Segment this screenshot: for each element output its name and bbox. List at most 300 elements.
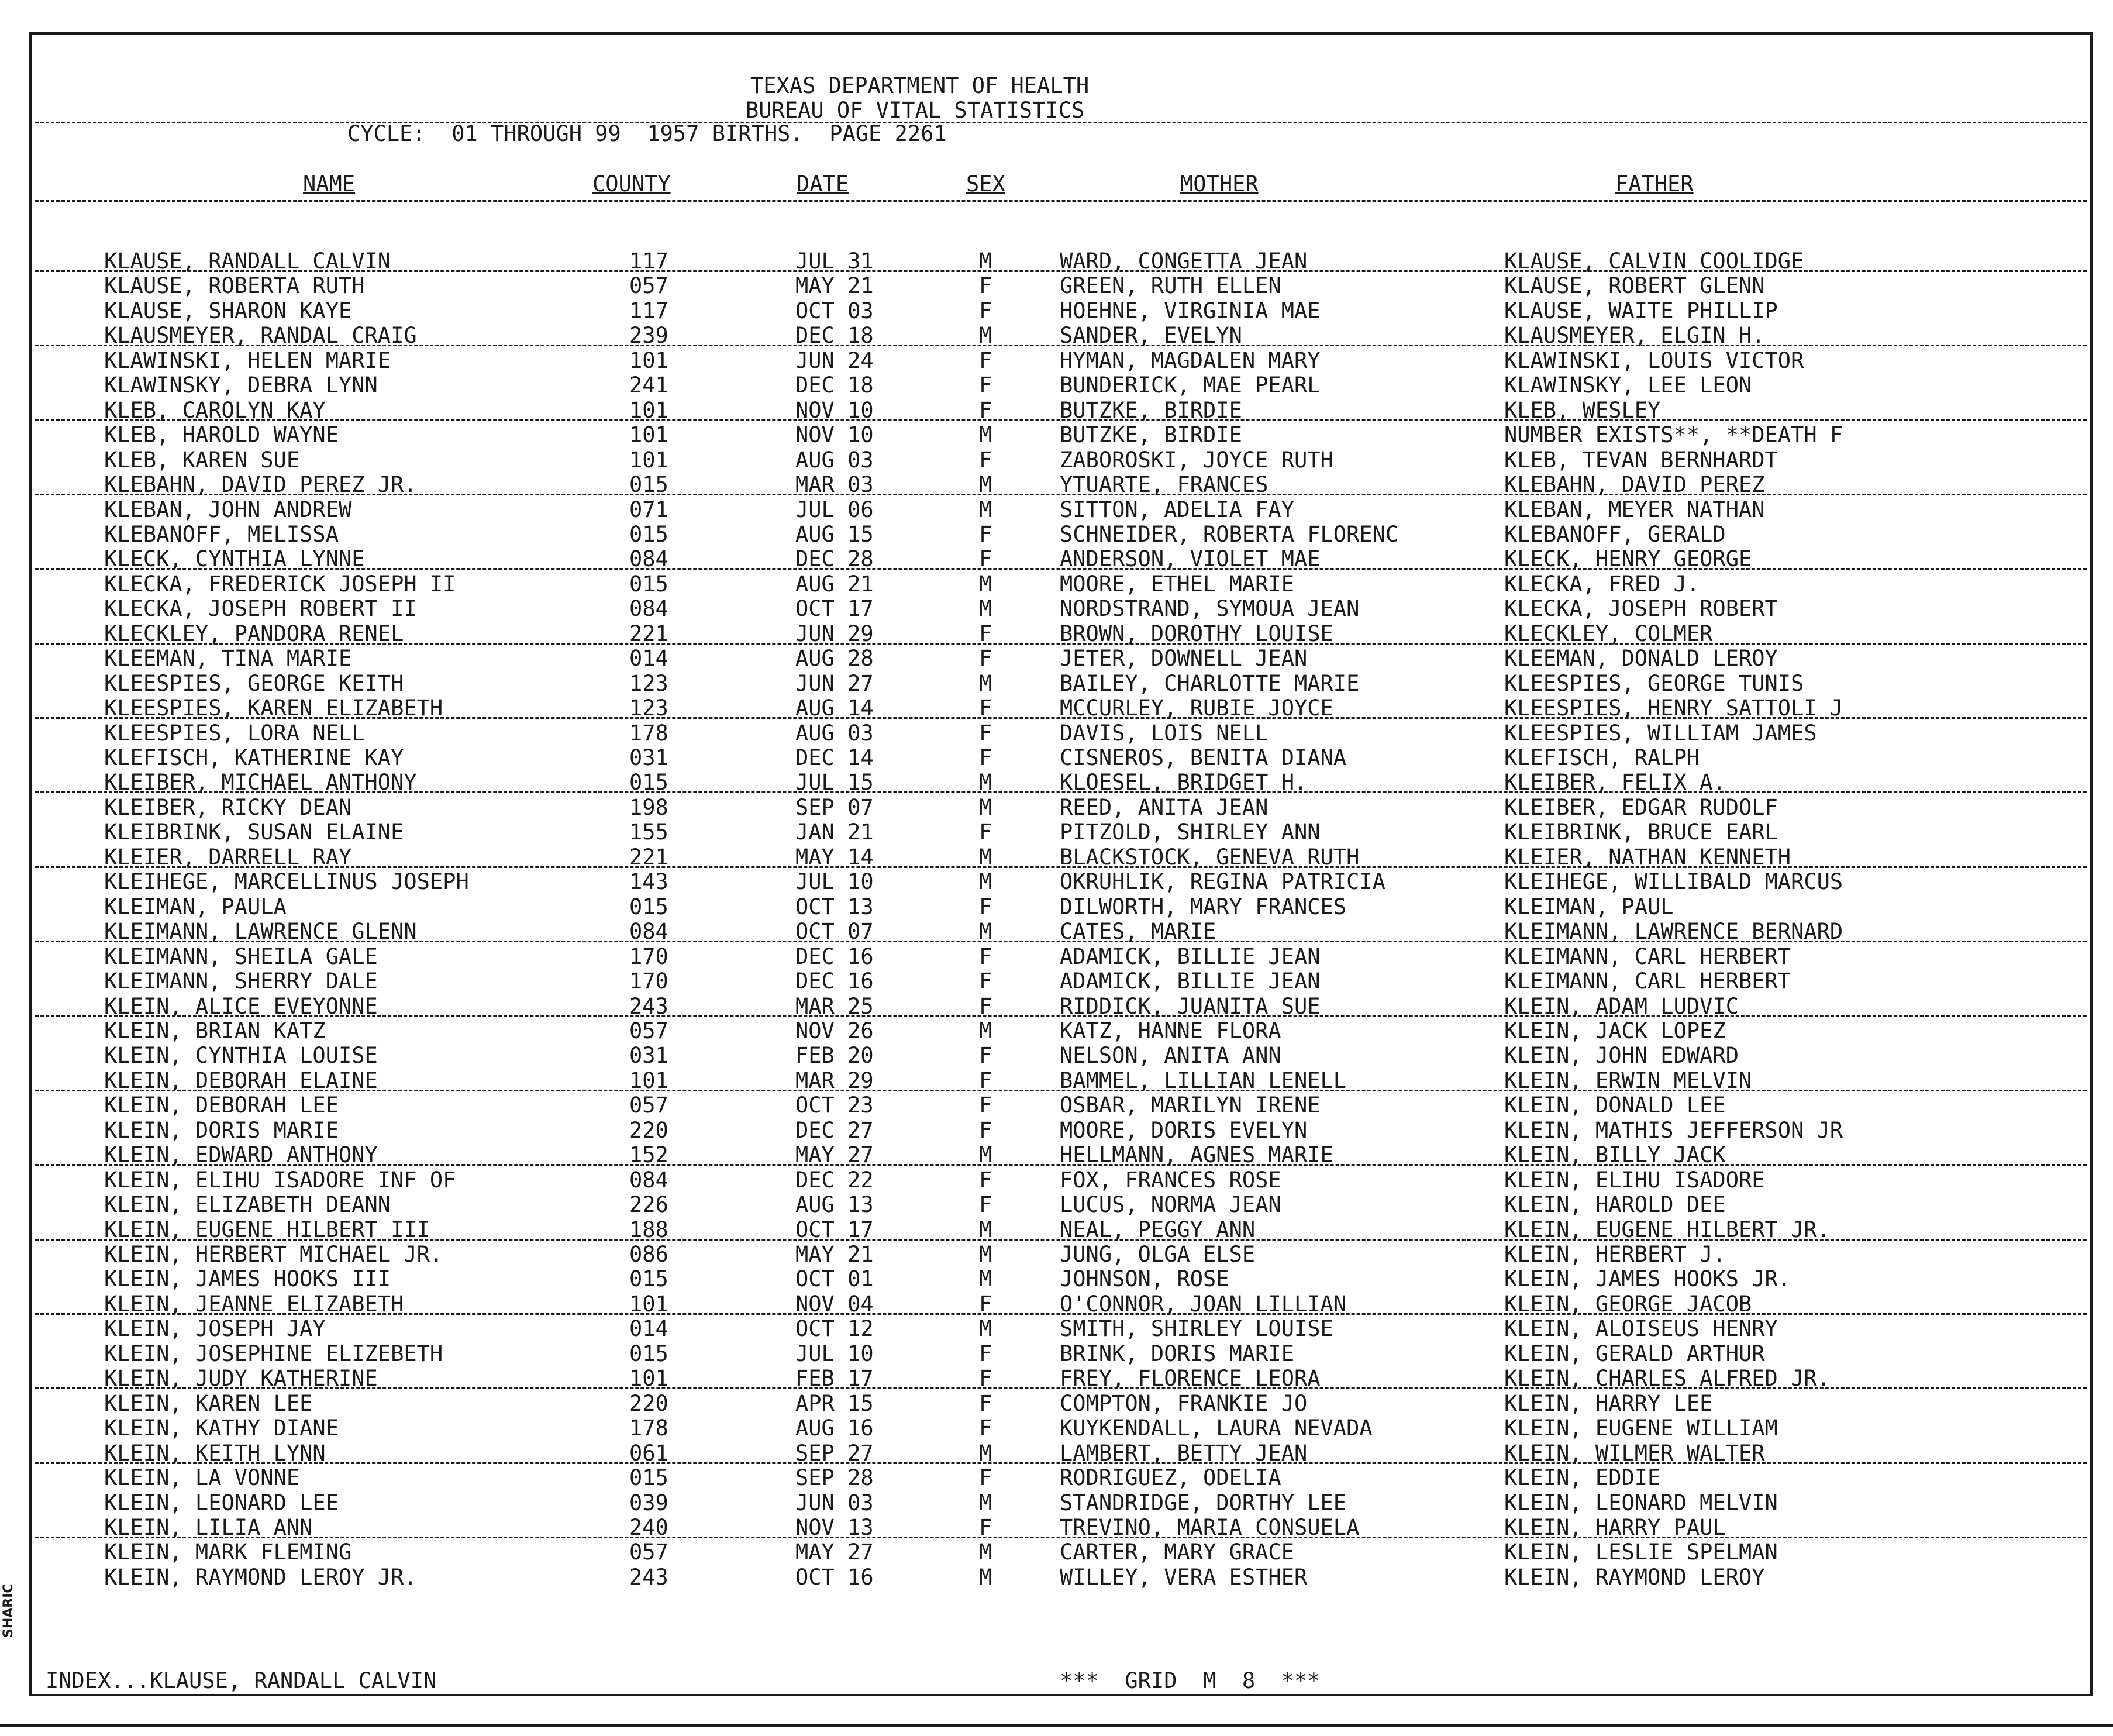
cell-county: 014 [629,646,668,671]
cell-sex: M [979,671,992,696]
cell-county: 243 [629,994,668,1019]
cell-date: JUL 10 [795,869,874,894]
cell-mother: SANDER, EVELYN [1060,323,1242,348]
cell-mother: KUYKENDALL, LAURA NEVADA [1060,1415,1373,1441]
cell-county: 057 [629,273,668,298]
cell-father: KLEIN, GERALD ARTHUR [1504,1341,1765,1366]
row-rule [35,1387,2087,1389]
cell-father: KLEIER, NATHAN KENNETH [1504,845,1791,870]
cell-date: MAY 27 [795,1539,874,1565]
cell-name: KLEIN, JOSEPH JAY [104,1316,326,1341]
cell-father: KLEESPIES, WILLIAM JAMES [1504,721,1817,746]
cell-father: KLEIN, EUGENE HILBERT JR. [1504,1217,1830,1242]
cell-father: KLAUSE, WAITE PHILLIP [1504,298,1778,323]
cell-mother: OKRUHLIK, REGINA PATRICIA [1060,869,1385,894]
cell-date: APR 15 [795,1391,874,1416]
cell-name: KLEIMAN, PAULA [104,894,287,919]
cell-name: KLEIN, DORIS MARIE [104,1118,339,1143]
cell-sex: M [979,845,992,870]
cell-mother: STANDRIDGE, DORTHY LEE [1060,1490,1347,1515]
cell-date: OCT 13 [795,894,874,919]
cell-county: 031 [629,1043,668,1068]
cell-sex: F [979,1415,992,1441]
cell-name: KLEIN, KATHY DIANE [104,1415,339,1441]
cell-mother: LAMBERT, BETTY JEAN [1060,1441,1308,1466]
cell-name: KLEEMAN, TINA MARIE [104,646,352,671]
cell-father: KLEBAN, MEYER NATHAN [1504,497,1765,522]
cell-date: JUL 06 [795,497,874,522]
cell-date: MAR 29 [795,1068,874,1093]
cell-sex: F [979,1118,992,1143]
cell-name: KLEIHEGE, MARCELLINUS JOSEPH [104,869,469,894]
cell-county: 015 [629,472,668,497]
cell-name: KLAUSE, SHARON KAYE [104,298,352,323]
cell-father: KLEESPIES, GEORGE TUNIS [1504,671,1804,696]
row-rule [35,1015,2087,1017]
cell-county: 226 [629,1192,668,1217]
row-rule [35,270,2087,272]
cell-name: KLEBANOFF, MELISSA [104,522,339,547]
cell-mother: FREY, FLORENCE LEORA [1060,1366,1321,1391]
cell-county: 170 [629,944,668,969]
footer-grid: *** GRID M 8 *** [1060,1668,1321,1693]
cell-father: KLEIN, EUGENE WILLIAM [1504,1415,1778,1441]
cell-name: KLEESPIES, GEORGE KEITH [104,671,404,696]
column-header-county: COUNTY [592,171,671,197]
cell-sex: F [979,1192,992,1217]
cell-county: 188 [629,1217,668,1242]
cell-date: AUG 21 [795,571,874,597]
cell-mother: HYMAN, MAGDALEN MARY [1060,348,1321,373]
cell-county: 101 [629,1366,668,1391]
cell-date: DEC 18 [795,373,874,398]
cell-sex: F [979,1515,992,1540]
cell-father: KLECK, HENRY GEORGE [1504,546,1752,571]
cell-sex: M [979,249,992,274]
cell-county: 243 [629,1565,668,1590]
cell-name: KLECKA, JOSEPH ROBERT II [104,596,417,621]
cell-county: 101 [629,447,668,473]
cell-sex: M [979,497,992,522]
cell-county: 015 [629,770,668,795]
cell-county: 084 [629,596,668,621]
cell-county: 015 [629,571,668,597]
row-rule [35,1090,2087,1091]
cell-date: FEB 17 [795,1366,874,1391]
cell-name: KLEFISCH, KATHERINE KAY [104,745,404,770]
cell-date: JUL 31 [795,249,874,274]
cell-father: KLEIN, ADAM LUDVIC [1504,994,1739,1019]
column-header-father: FATHER [1615,171,1694,197]
cell-date: NOV 13 [795,1515,874,1540]
cell-name: KLEIN, HERBERT MICHAEL JR. [104,1242,443,1267]
cell-sex: F [979,1291,992,1317]
cell-father: KLEB, TEVAN BERNHARDT [1504,447,1778,473]
cell-mother: NEAL, PEGGY ANN [1060,1217,1256,1242]
cell-mother: O'CONNOR, JOAN LILLIAN [1060,1291,1347,1317]
cell-sex: F [979,1167,992,1193]
cell-county: 123 [629,695,668,721]
cell-sex: M [979,1539,992,1565]
cell-sex: F [979,894,992,919]
cell-mother: JUNG, OLGA ELSE [1060,1242,1256,1267]
cell-county: 198 [629,795,668,820]
cell-date: NOV 10 [795,398,874,423]
cell-mother: KATZ, HANNE FLORA [1060,1018,1281,1043]
cell-sex: F [979,398,992,423]
cell-father: KLEIN, WILMER WALTER [1504,1441,1765,1466]
cell-name: KLEIN, BRIAN KATZ [104,1018,326,1043]
cell-mother: GREEN, RUTH ELLEN [1060,273,1281,298]
header-title-line1: TEXAS DEPARTMENT OF HEALTH [750,73,1090,98]
row-rule [35,717,2087,719]
cell-county: 084 [629,919,668,944]
cell-father: KLEIMANN, CARL HERBERT [1504,944,1791,969]
cell-sex: M [979,1217,992,1242]
cell-sex: F [979,944,992,969]
cell-mother: JETER, DOWNELL JEAN [1060,646,1308,671]
cell-date: AUG 28 [795,646,874,671]
cell-father: KLEBANOFF, GERALD [1504,522,1726,547]
cell-mother: BUTZKE, BIRDIE [1060,422,1242,447]
cell-mother: KLOESEL, BRIDGET H. [1060,770,1308,795]
cell-name: KLEIMANN, SHEILA GALE [104,944,378,969]
cell-date: JUN 24 [795,348,874,373]
cell-date: DEC 18 [795,323,874,348]
cell-mother: NORDSTRAND, SYMOUA JEAN [1060,596,1360,621]
cell-father: KLAUSE, CALVIN COOLIDGE [1504,249,1804,274]
cell-father: KLECKLEY, COLMER [1504,621,1713,646]
cell-county: 015 [629,894,668,919]
cell-name: KLEIN, ALICE EVEYONNE [104,994,378,1019]
cell-sex: F [979,994,992,1019]
cell-county: 084 [629,1167,668,1193]
row-rule [35,1537,2087,1538]
cell-name: KLEBAHN, DAVID PEREZ JR. [104,472,417,497]
cell-name: KLEBAN, JOHN ANDREW [104,497,352,522]
cell-name: KLEIN, KEITH LYNN [104,1441,326,1466]
cell-date: JUN 03 [795,1490,874,1515]
cell-date: OCT 07 [795,919,874,944]
cell-sex: M [979,1142,992,1167]
cell-name: KLEIN, ELIHU ISADORE INF OF [104,1167,456,1193]
row-rule [35,1239,2087,1241]
cell-mother: LUCUS, NORMA JEAN [1060,1192,1281,1217]
cell-sex: M [979,472,992,497]
cell-name: KLEIN, DEBORAH LEE [104,1093,339,1118]
cell-date: JUL 10 [795,1341,874,1366]
cell-county: 221 [629,621,668,646]
cell-name: KLEIN, JOSEPHINE ELIZEBETH [104,1341,443,1366]
cell-date: DEC 27 [795,1118,874,1143]
cell-county: 123 [629,671,668,696]
cell-father: KLEIMANN, CARL HERBERT [1504,969,1791,994]
cell-date: AUG 14 [795,695,874,721]
cell-father: KLEIN, HAROLD DEE [1504,1192,1726,1217]
cell-mother: HOEHNE, VIRGINIA MAE [1060,298,1321,323]
cell-mother: BUTZKE, BIRDIE [1060,398,1242,423]
cell-name: KLEIN, JEANNE ELIZABETH [104,1291,404,1317]
cell-sex: M [979,770,992,795]
cell-name: KLAWINSKI, HELEN MARIE [104,348,391,373]
cell-sex: M [979,1316,992,1341]
cell-county: 015 [629,1266,668,1291]
cell-mother: MOORE, DORIS EVELYN [1060,1118,1308,1143]
cell-sex: M [979,1441,992,1466]
cell-sex: M [979,1266,992,1291]
cell-name: KLEESPIES, KAREN ELIZABETH [104,695,443,721]
cell-date: MAR 25 [795,994,874,1019]
cell-county: 152 [629,1142,668,1167]
cell-name: KLAUSE, ROBERTA RUTH [104,273,365,298]
cell-sex: F [979,745,992,770]
cell-father: KLEIN, HARRY PAUL [1504,1515,1726,1540]
cell-name: KLEB, CAROLYN KAY [104,398,326,423]
cell-date: SEP 28 [795,1465,874,1490]
cell-mother: CATES, MARIE [1060,919,1216,944]
cell-name: KLEIN, JUDY KATHERINE [104,1366,378,1391]
cell-mother: BAMMEL, LILLIAN LENELL [1060,1068,1347,1093]
cell-name: KLEIN, MARK FLEMING [104,1539,352,1565]
row-rule [35,791,2087,793]
cell-county: 220 [629,1391,668,1416]
row-rule [35,419,2087,421]
cell-date: OCT 01 [795,1266,874,1291]
cell-father: KLAWINSKY, LEE LEON [1504,373,1752,398]
cell-date: MAR 03 [795,472,874,497]
cell-sex: M [979,1018,992,1043]
cell-county: 241 [629,373,668,398]
cell-father: KLEESPIES, HENRY SATTOLI J [1504,695,1843,721]
cell-father: KLAUSE, ROBERT GLENN [1504,273,1765,298]
cell-mother: WILLEY, VERA ESTHER [1060,1565,1308,1590]
cell-father: KLAUSMEYER, ELGIN H. [1504,323,1765,348]
cycle-line: CYCLE: 01 THROUGH 99 1957 BIRTHS. PAGE 2261 [347,121,947,146]
row-rule [35,643,2087,645]
cell-date: NOV 26 [795,1018,874,1043]
row-rule [35,345,2087,346]
cell-name: KLECKLEY, PANDORA RENEL [104,621,404,646]
cell-name: KLAWINSKY, DEBRA LYNN [104,373,378,398]
cell-name: KLEIN, DEBORAH ELAINE [104,1068,378,1093]
cell-county: 015 [629,1341,668,1366]
cell-county: 071 [629,497,668,522]
cell-mother: BUNDERICK, MAE PEARL [1060,373,1321,398]
cell-mother: ADAMICK, BILLIE JEAN [1060,944,1321,969]
cell-county: 057 [629,1093,668,1118]
cell-county: 117 [629,249,668,274]
cell-sex: M [979,919,992,944]
cell-sex: M [979,596,992,621]
cell-date: OCT 03 [795,298,874,323]
cell-date: JUN 29 [795,621,874,646]
cell-name: KLEESPIES, LORA NELL [104,721,365,746]
cell-county: 086 [629,1242,668,1267]
cell-mother: OSBAR, MARILYN IRENE [1060,1093,1321,1118]
cell-date: OCT 17 [795,596,874,621]
cell-father: KLEFISCH, RALPH [1504,745,1700,770]
cell-sex: F [979,621,992,646]
cell-father: KLEBAHN, DAVID PEREZ [1504,472,1765,497]
cell-county: 015 [629,522,668,547]
cell-date: OCT 16 [795,1565,874,1590]
cell-mother: HELLMANN, AGNES MARIE [1060,1142,1333,1167]
cell-mother: ADAMICK, BILLIE JEAN [1060,969,1321,994]
cell-date: OCT 23 [795,1093,874,1118]
cell-name: KLAUSE, RANDALL CALVIN [104,249,391,274]
cell-date: SEP 07 [795,795,874,820]
cell-father: KLEIN, GEORGE JACOB [1504,1291,1752,1317]
cell-name: KLEIN, CYNTHIA LOUISE [104,1043,378,1068]
cell-name: KLEIN, EUGENE HILBERT III [104,1217,430,1242]
cell-mother: YTUARTE, FRANCES [1060,472,1269,497]
cell-mother: REED, ANITA JEAN [1060,795,1269,820]
cell-date: NOV 04 [795,1291,874,1317]
row-rule [35,1313,2087,1315]
row-rule [35,1164,2087,1166]
cell-mother: SCHNEIDER, ROBERTA FLORENC [1060,522,1399,547]
cell-county: 117 [629,298,668,323]
cell-county: 101 [629,348,668,373]
cell-county: 101 [629,398,668,423]
cell-name: KLEIMANN, SHERRY DALE [104,969,378,994]
cell-name: KLEIN, LEONARD LEE [104,1490,339,1515]
cell-county: 014 [629,1316,668,1341]
cell-name: KLEIN, KAREN LEE [104,1391,313,1416]
cell-sex: F [979,1093,992,1118]
cell-father: KLEIN, ERWIN MELVIN [1504,1068,1752,1093]
cell-mother: CARTER, MARY GRACE [1060,1539,1294,1565]
cell-date: MAY 21 [795,1242,874,1267]
cell-name: KLEIBER, MICHAEL ANTHONY [104,770,417,795]
cell-date: AUG 03 [795,447,874,473]
cell-name: KLEB, HAROLD WAYNE [104,422,339,447]
cell-sex: M [979,323,992,348]
cell-father: KLEIN, HARRY LEE [1504,1391,1713,1416]
cell-name: KLEIER, DARRELL RAY [104,845,352,870]
cell-father: KLECKA, FRED J. [1504,571,1700,597]
header-title-line2: BUREAU OF VITAL STATISTICS [746,98,1085,123]
cell-county: 084 [629,546,668,571]
cell-father: KLEEMAN, DONALD LEROY [1504,646,1778,671]
row-rule [35,866,2087,868]
cell-mother: ZABOROSKI, JOYCE RUTH [1060,447,1333,473]
cell-father: KLECKA, JOSEPH ROBERT [1504,596,1778,621]
cell-county: 221 [629,845,668,870]
cell-sex: F [979,373,992,398]
cell-name: KLEIN, JAMES HOOKS III [104,1266,391,1291]
cell-mother: NELSON, ANITA ANN [1060,1043,1281,1068]
cell-mother: COMPTON, FRANKIE JO [1060,1391,1308,1416]
cell-name: KLEIN, LA VONNE [104,1465,300,1490]
cell-father: KLEIN, CHARLES ALFRED JR. [1504,1366,1830,1391]
cell-sex: M [979,422,992,447]
cell-county: 057 [629,1018,668,1043]
cell-name: KLEIMANN, LAWRENCE GLENN [104,919,417,944]
cell-date: JUN 27 [795,671,874,696]
cell-mother: RIDDICK, JUANITA SUE [1060,994,1321,1019]
cell-sex: M [979,1242,992,1267]
cell-sex: F [979,1068,992,1093]
cell-county: 240 [629,1515,668,1540]
cell-sex: F [979,273,992,298]
cell-date: MAY 14 [795,845,874,870]
cell-father: KLEIN, ELIHU ISADORE [1504,1167,1765,1193]
cell-date: OCT 17 [795,1217,874,1242]
cell-county: 143 [629,869,668,894]
cell-mother: BAILEY, CHARLOTTE MARIE [1060,671,1360,696]
cell-father: KLEIN, EDDIE [1504,1465,1661,1490]
cell-date: DEC 22 [795,1167,874,1193]
cell-sex: F [979,969,992,994]
cell-mother: RODRIGUEZ, ODELIA [1060,1465,1281,1490]
cell-mother: SMITH, SHIRLEY LOUISE [1060,1316,1333,1341]
cell-date: MAY 27 [795,1142,874,1167]
cell-sex: F [979,695,992,721]
cell-sex: F [979,1043,992,1068]
row-rule [35,568,2087,570]
cell-mother: MCCURLEY, RUBIE JOYCE [1060,695,1333,721]
cell-sex: M [979,1490,992,1515]
cell-name: KLEIN, RAYMOND LEROY JR. [104,1565,417,1590]
cell-mother: DAVIS, LOIS NELL [1060,721,1269,746]
cell-sex: F [979,646,992,671]
cell-name: KLEIBRINK, SUSAN ELAINE [104,819,404,845]
cell-date: AUG 13 [795,1192,874,1217]
cell-county: 039 [629,1490,668,1515]
cell-county: 155 [629,819,668,845]
cell-mother: JOHNSON, ROSE [1060,1266,1229,1291]
cell-date: FEB 20 [795,1043,874,1068]
cell-county: 015 [629,1465,668,1490]
cell-name: KLECKA, FREDERICK JOSEPH II [104,571,456,597]
column-header-mother: MOTHER [1180,171,1259,197]
cell-mother: BLACKSTOCK, GENEVA RUTH [1060,845,1360,870]
cell-father: KLEIN, JAMES HOOKS JR. [1504,1266,1791,1291]
cell-sex: F [979,447,992,473]
cell-county: 178 [629,1415,668,1441]
cell-sex: F [979,1465,992,1490]
cell-sex: M [979,795,992,820]
cell-sex: F [979,1341,992,1366]
cell-mother: DILWORTH, MARY FRANCES [1060,894,1347,919]
cell-name: KLAUSMEYER, RANDAL CRAIG [104,323,417,348]
cell-father: NUMBER EXISTS**, **DEATH F [1504,422,1843,447]
cell-date: AUG 15 [795,522,874,547]
cell-father: KLEIBER, EDGAR RUDOLF [1504,795,1778,820]
cell-sex: F [979,522,992,547]
cell-date: AUG 16 [795,1415,874,1441]
row-rule [35,941,2087,942]
cell-mother: TREVINO, MARIA CONSUELA [1060,1515,1360,1540]
cell-father: KLEIN, ALOISEUS HENRY [1504,1316,1778,1341]
cell-county: 101 [629,1291,668,1317]
cell-father: KLEIN, LESLIE SPELMAN [1504,1539,1778,1565]
cell-county: 239 [629,323,668,348]
cell-mother: WARD, CONGETTA JEAN [1060,249,1308,274]
cell-father: KLAWINSKI, LOUIS VICTOR [1504,348,1804,373]
cell-mother: ANDERSON, VIOLET MAE [1060,546,1321,571]
cell-county: 101 [629,1068,668,1093]
cell-father: KLEIN, HERBERT J. [1504,1242,1726,1267]
column-header-name: NAME [303,171,356,197]
cell-sex: F [979,348,992,373]
cell-father: KLEIHEGE, WILLIBALD MARCUS [1504,869,1843,894]
cell-father: KLEB, WESLEY [1504,398,1661,423]
row-rule [35,1462,2087,1464]
column-header-date: DATE [797,171,849,197]
cell-sex: F [979,721,992,746]
